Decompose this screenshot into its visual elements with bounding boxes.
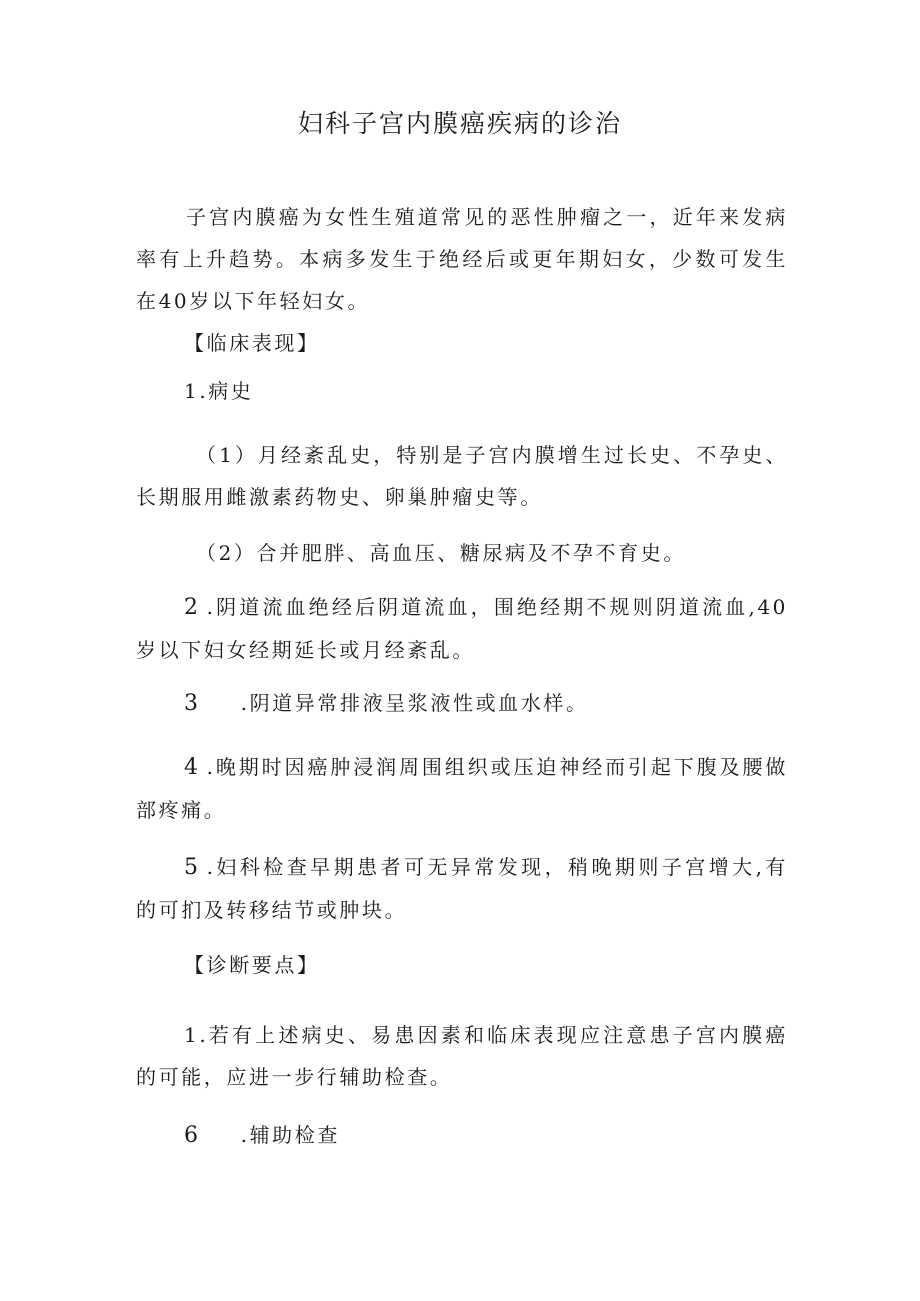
clinical-item-2 xyxy=(136,586,788,671)
clinical-item-3 xyxy=(184,688,589,719)
diagnosis-heading: 【诊断要点】 xyxy=(184,953,320,977)
item-number: 3 xyxy=(184,691,201,716)
item-text: .阴道异常排液呈浆液性或血水样。 xyxy=(240,691,589,715)
history-item-1: （1）月经紊乱史，特别是子宫内膜增生过长史、不孕史、长期服用雌激素药物史、卵巢肿瘤史等。 xyxy=(136,443,788,509)
item-text: .辅助检查 xyxy=(240,1123,340,1147)
intro-paragraph: 子宫内膜癌为女性生殖道常见的恶性肿瘤之一，近年来发病率有上升趋势。本病多发生于绝经后或更年期妇女，少数可发生在40岁以下年轻妇女。 xyxy=(136,205,788,313)
item-text: .晚期时因癌肿浸润周围组织或压迫神经而引起下腹及腰做部疼痛。 xyxy=(136,755,788,822)
item-text: .阴道流血绝经后阴道流血，围绝经期不规则阴道流血,40岁以下妇女经期延长或月经紊乱。 xyxy=(136,595,788,662)
clinical-item-5 xyxy=(136,846,788,931)
history-label: 1.病史 xyxy=(184,379,254,403)
clinical-heading: 【临床表现】 xyxy=(184,331,320,355)
history-item-2: （2）合并肥胖、高血压、糖尿病及不孕不育史。 xyxy=(196,541,686,565)
item-number: 6 xyxy=(184,1123,201,1148)
clinical-item-4 xyxy=(136,746,788,831)
diagnosis-item-1: 1.若有上述病史、易患因素和临床表现应注意患子宫内膜癌的可能，应进一步行辅助检查。 xyxy=(136,1023,788,1089)
item-text: .妇科检查早期患者可无异常发现，稍晚期则子宫增大,有的可扪及转移结节或肿块。 xyxy=(136,855,788,922)
item-number: 2 xyxy=(184,595,201,620)
diagnosis-item-6 xyxy=(184,1120,340,1151)
item-number: 4 xyxy=(184,755,201,780)
item-number: 5 xyxy=(184,855,201,880)
document-title: 妇科子宫内膜癌疾病的诊治 xyxy=(297,109,622,138)
